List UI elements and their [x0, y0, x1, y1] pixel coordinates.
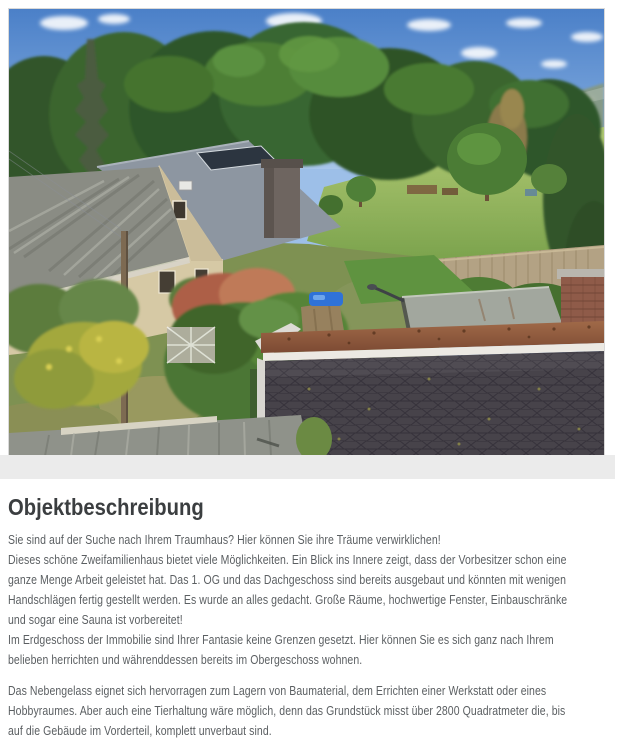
description-line: Im Erdgeschoss der Immobilie sind Ihrer Fantasie keine Grenzen gesetzt. Hier können Sie es sich ganz nach Ihrem	[8, 633, 554, 647]
description-line: Das Nebengelass eignet sich hervorragen zum Lagern von Baumaterial, dem Errichten einer Werkstatt oder eines	[8, 684, 547, 698]
description-paragraph-2	[8, 681, 611, 741]
property-photo[interactable]	[8, 8, 605, 457]
description-line: belieben herrichten und währenddessen bereits im Obergeschoss wohnen.	[8, 653, 363, 667]
description-line: Handschlägen fertig gestellt werden. Es wurde an alles gedacht. Große Räume, hochwertige Fenster, Einbauschränke	[8, 593, 568, 607]
description-line: Hobbyraumes. Aber auch eine Tierhaltung wäre möglich, denn das Grundstück misst über 2800 Quadratmeter die, bis	[8, 704, 566, 718]
aerial-photo-illustration	[9, 9, 604, 456]
photo-strip	[0, 455, 615, 479]
description-line: ganze Menge Arbeit geleistet hat. Das 1. OG und das Dachgeschoss sind bereits ausgebaut und könnten mit wenigen	[8, 573, 567, 587]
description-line: Dieses schöne Zweifamilienhaus bietet viele Möglichkeiten. Ein Blick ins Innere zeigt, dass der Vorbesitzer schon eine	[8, 553, 567, 567]
description-paragraph-1	[8, 530, 611, 670]
blue-tarp	[309, 292, 343, 306]
object-description	[8, 530, 611, 741]
greenhouse	[167, 327, 215, 363]
description-line: und sogar eine Sauna ist vorbereitet!	[8, 613, 183, 627]
description-line: auf die Gebäude im Vorderteil, komplett unverbaut sind.	[8, 724, 272, 738]
section-heading: Objektbeschreibung	[8, 494, 204, 520]
description-line: Sie sind auf der Suche nach Ihrem Traumhaus? Hier können Sie ihre Träume verwirklichen!	[8, 533, 441, 547]
ac-unit	[179, 181, 192, 190]
